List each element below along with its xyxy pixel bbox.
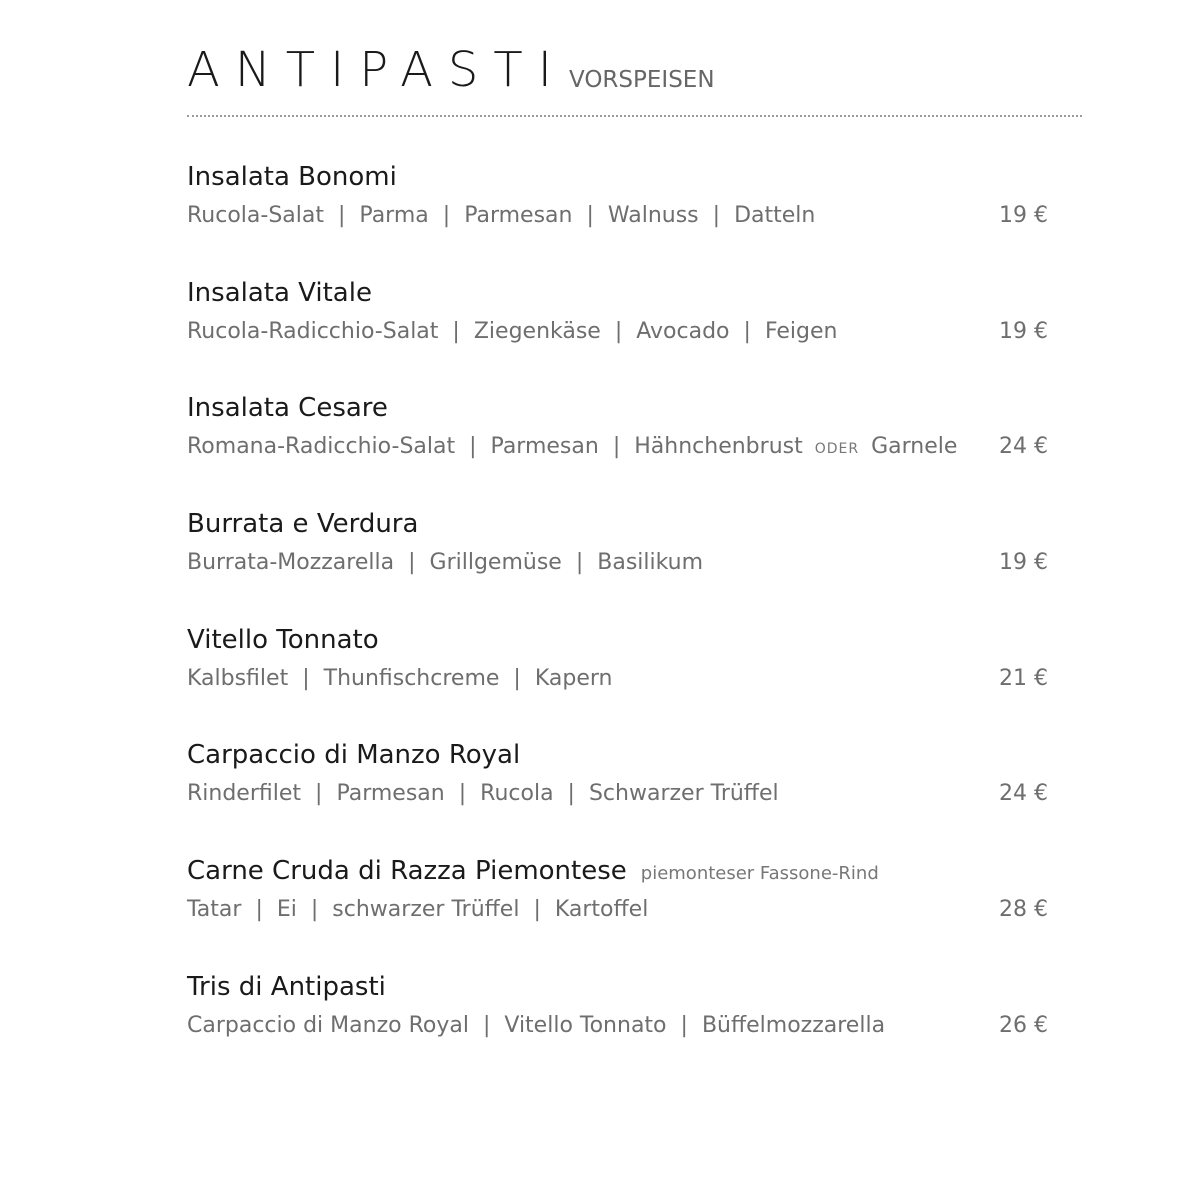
ingredient: Kalbsfilet [187,665,289,691]
ingredient: schwarzer Trüffel [332,897,520,923]
item-note: piemonteser Fassone-Rind [640,863,879,885]
menu-item [187,507,1052,623]
item-description [187,665,612,693]
separator: | [614,318,623,344]
item-name: Insalata Vitale [187,277,372,308]
item-name: Insalata Bonomi [187,162,397,192]
separator: | [533,897,541,923]
ingredient: Kapern [534,665,613,691]
ingredient: Avocado [636,318,730,344]
ingredient: Rinderfilet [187,781,302,807]
ingredient: Schwarzer Trüffel [588,781,779,807]
menu-item [187,160,1052,276]
separator: | [310,897,319,923]
item-description [187,549,703,577]
ingredient: Parmesan [464,203,573,228]
separator: | [482,1012,491,1038]
item-price: 24 € [999,434,1048,460]
ingredient: Carpaccio di Manzo Royal [187,1012,469,1038]
menu-item [187,970,1052,1086]
ingredient: Rucola-Radicchio-Salat [187,318,439,344]
ingredient: Datteln [734,203,816,228]
ingredient: Grillgemüse [429,550,562,576]
item-description [187,896,648,924]
separator: | [408,550,416,576]
item-price: 26 € [999,1012,1048,1038]
ingredient: Parmesan [490,434,599,460]
menu-item [187,738,1052,854]
ingredient: Büffelmozzarella [701,1012,886,1038]
separator: | [575,550,584,576]
menu-item [187,623,1052,739]
page-subtitle: VORSPEISEN [569,67,715,93]
ingredient: Tatar [187,897,242,923]
item-name: Tris di Antipasti [187,971,386,1002]
item-description [187,1012,885,1040]
separator: | [302,665,310,691]
dotted-divider [187,115,1082,117]
ingredient: Rucola-Salat [187,203,324,228]
item-price: 19 € [999,318,1048,344]
separator: | [458,781,467,807]
item-price: 28 € [999,897,1048,923]
item-description [187,202,815,230]
separator: | [315,781,323,807]
item-description [187,318,837,346]
ingredient: Feigen [764,318,838,344]
menu-items [187,160,1052,1086]
separator: | [680,1012,688,1038]
ingredient: Basilikum [597,550,704,576]
menu-item [187,854,1052,970]
item-price: 24 € [999,781,1048,807]
ingredient: Hähnchenbrust [634,434,803,460]
ingredient: Vitello Tonnato [504,1012,667,1038]
ingredient: Thunfischcreme [323,665,500,691]
item-name: Insalata Cesare [187,393,388,424]
item-price: 19 € [999,203,1048,228]
item-name: Carpaccio di Manzo Royal [187,740,521,771]
separator: | [442,203,451,228]
ingredient: Rucola [480,781,554,807]
ingredient: Parmesan [336,781,445,807]
item-description [187,433,957,463]
menu-header [187,42,1082,122]
separator: | [743,318,751,344]
ingredient: Romana-Radicchio-Salat [187,434,456,460]
menu-item [187,391,1052,507]
ingredient: Burrata-Mozzarella [187,550,395,576]
item-price: 19 € [999,550,1048,576]
item-name: Vitello Tonnato [187,624,379,655]
conjunction: ODER [814,441,860,458]
separator: | [469,434,477,460]
item-name: Burrata e Verdura [187,509,419,540]
item-description [187,780,779,808]
page-title: ANTIPASTI [187,42,567,98]
separator: | [712,203,721,228]
separator: | [513,665,521,691]
separator: | [452,318,460,344]
ingredient: Ziegenkäse [473,318,601,344]
ingredient: Garnele [871,434,958,460]
item-name-text: Carne Cruda di Razza Piemontese [187,856,627,887]
item-name [187,854,879,891]
separator: | [255,897,263,923]
ingredient: Ei [276,897,297,923]
menu-item [187,276,1052,392]
ingredient: Walnuss [607,203,699,228]
separator: | [612,434,621,460]
separator: | [338,203,346,228]
ingredient: Parma [359,203,429,228]
separator: | [586,203,594,228]
separator: | [567,781,575,807]
item-price: 21 € [999,665,1048,691]
ingredient: Kartoffel [554,897,649,923]
